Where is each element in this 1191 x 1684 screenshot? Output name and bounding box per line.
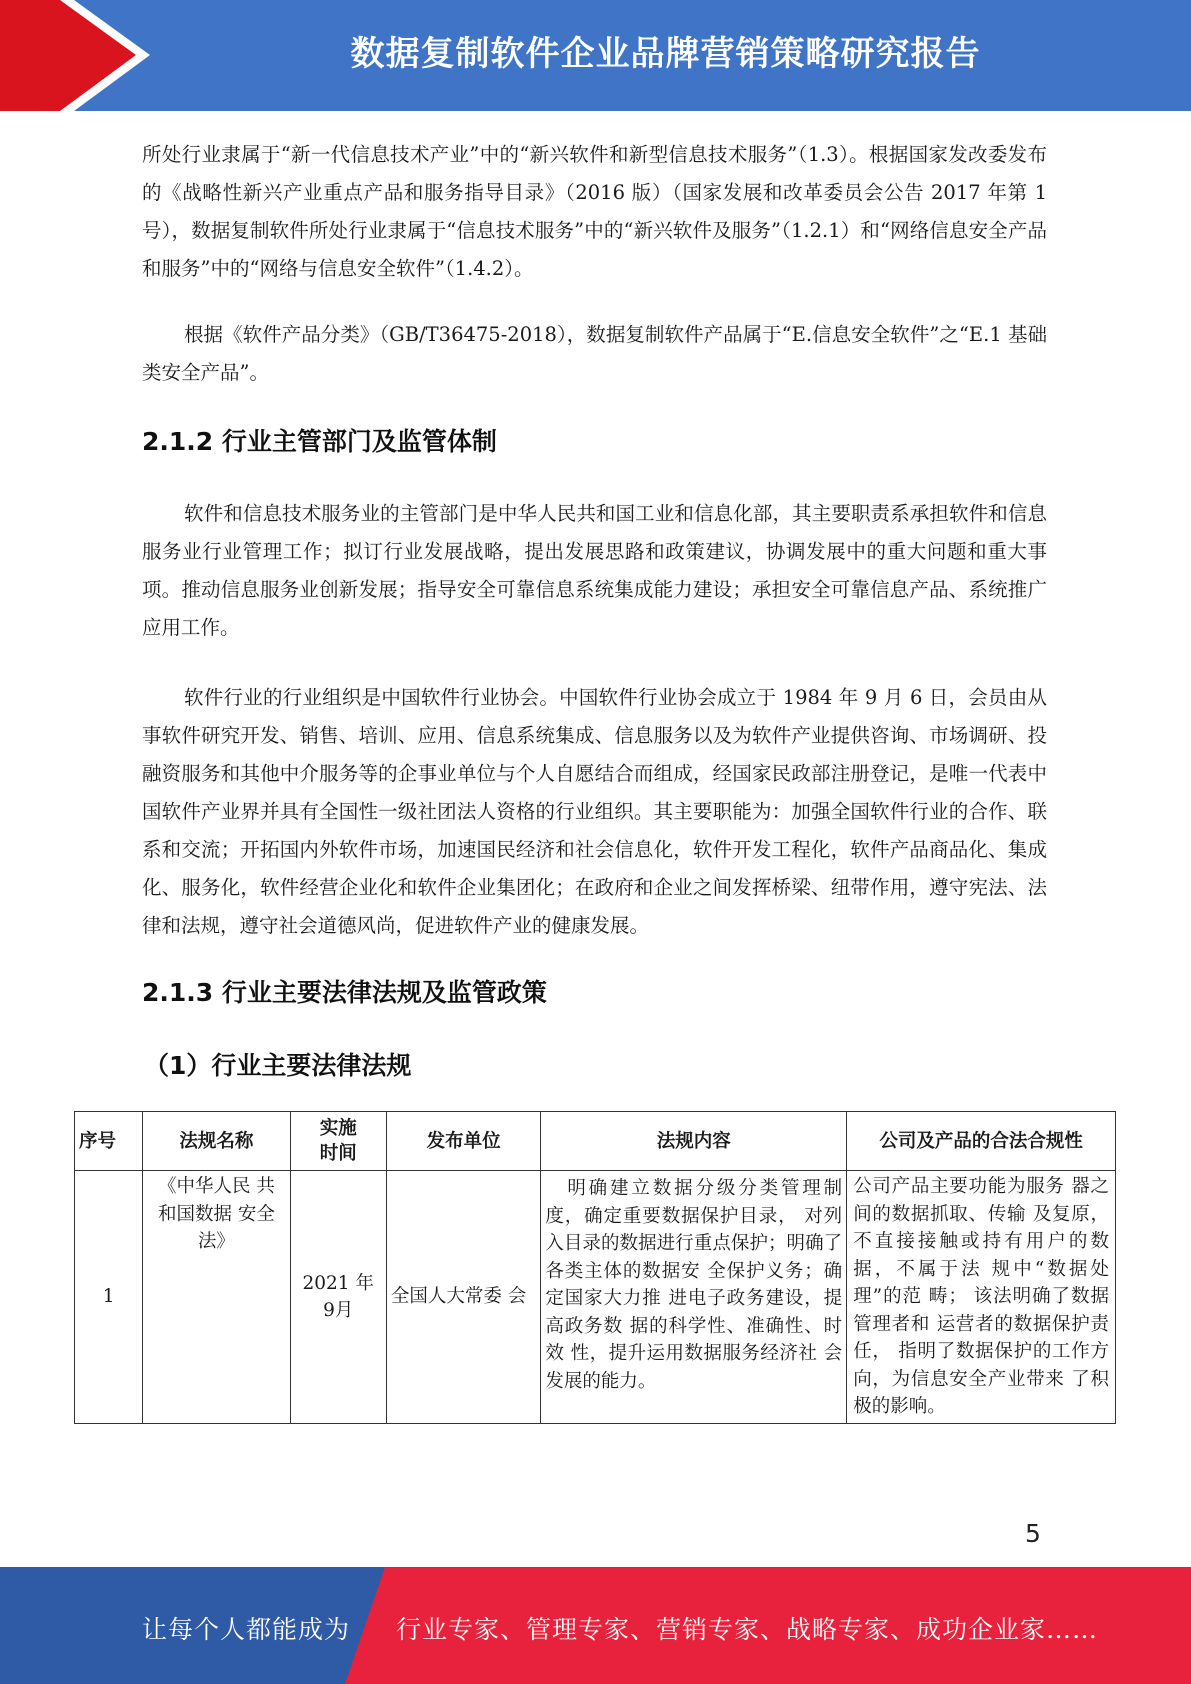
header-number: 序号 — [75, 1112, 143, 1171]
table-header-row — [75, 1112, 1116, 1171]
section-heading-2-1-3: 2.1.3 行业主要法律法规及监管政策 — [142, 978, 547, 1007]
cell-law-name: 《中华人民 共和国数据 安全法》 — [143, 1171, 290, 1424]
header-time-line2: 时间 — [319, 1143, 357, 1164]
cell-time-line2: 9月 — [323, 1300, 354, 1321]
paragraph-industry-association: 软件行业的行业组织是中国软件行业协会。中国软件行业协会成立于 1984 年 9 月 6 日，会员由从事软件研究开发、销售、培训、应用、信息系统集成、信息服务以及为软件产业提供咨询、市场调研、投融资服务和其他中介服务等的企事业单位与个人自愿结合而组成，经国家民政部注册登记，是唯一代表中国软件产业界并具有全国性一级社团法人资格的行业组织。其主要职能为：加强全国软件行业的合作、联系和交流；开拓国内外软件市场，加速国民经济和社会信息化，软件开发工程化，软件产品商品化、集成化、服务化，软件经营企业化和软件企业集团化；在政府和企业之间发挥桥梁、纽带作用，遵守宪法、法律和法规，遵守社会道德风尚，促进软件产业的健康发展。 — [142, 686, 1047, 937]
header-time-line1: 实施 — [319, 1118, 357, 1139]
cell-law-content: 明确建立数据分级分类管理制度，确定重要数据保护目录， 对列入目录的数据进行重点保护；明确了各类主体的数据安 全保护义务；确定国家大力推 进电子政务建设，提高政务数 据的科学性、准确性、时效 性，提升运用数据服务经济社 会发展的能力。 — [541, 1171, 847, 1424]
header-publisher: 发布单位 — [386, 1112, 540, 1171]
section-heading-2-1-2: 2.1.2 行业主管部门及监管体制 — [142, 427, 497, 456]
header-effective-time — [290, 1112, 386, 1171]
footer-slogan-right: 行业专家、管理专家、营销专家、战略专家、成功企业家…… — [396, 1615, 1099, 1644]
header-law-name: 法规名称 — [143, 1112, 290, 1171]
footer-banner — [0, 1567, 1191, 1684]
header-banner — [0, 0, 1191, 111]
footer-slogan-left: 让每个人都能成为 — [142, 1615, 351, 1644]
document-title: 数据复制软件企业品牌营销策略研究报告 — [350, 34, 981, 74]
cell-compliance: 公司产品主要功能为服务 器之间的数据抓取、传输 及复原，不直接接触或持有用户的数据，不属于法 规中“数据处理”的范 畴； 该法明确了数据管理者和 运营者的数据保护责任， 指明了数据保护的工作方 向，为信息安全产业带来 了积极的影响。 — [847, 1171, 1116, 1424]
cell-number: 1 — [75, 1171, 143, 1424]
paragraph-industry-classification: 所处行业隶属于“新一代信息技术产业”中的“新兴软件和新型信息技术服务”（1.3）。根据国家发改委发布的《战略性新兴产业重点产品和服务指导目录》（2016 版）（国家发展和改革委员会公告 2017 年第 1 号），数据复制软件所处行业隶属于“信息技术服务”中的“新兴软件及服务”（1.2.1）和“网络信息安全产品和服务”中的“网络与信息安全软件”（1.4.2）。 — [142, 143, 1047, 280]
paragraph-product-classification: 根据《软件产品分类》（GB/T36475-2018），数据复制软件产品属于“E.信息安全软件”之“E.1 基础类安全产品”。 — [142, 323, 1047, 384]
page-number: 5 — [1025, 1519, 1041, 1548]
header-law-content: 法规内容 — [541, 1112, 847, 1171]
paragraph-authority: 软件和信息技术服务业的主管部门是中华人民共和国工业和信息化部，其主要职责系承担软件和信息服务业行业管理工作；拟订行业发展战略，提出发展思路和政策建议，协调发展中的重大问题和重大事项。推动信息服务业创新发展；指导安全可靠信息系统集成能力建设；承担安全可靠信息产品、系统推广应用工作。 — [142, 502, 1047, 639]
header-compliance: 公司及产品的合法合规性 — [847, 1112, 1116, 1171]
laws-table — [74, 1111, 1116, 1424]
cell-time-line1: 2021 年 — [302, 1272, 374, 1294]
cell-effective-time — [290, 1171, 386, 1424]
subsection-heading-laws: （1）行业主要法律法规 — [144, 1051, 412, 1080]
table-row — [75, 1171, 1116, 1424]
cell-publisher: 全国人大常委 会 — [386, 1171, 540, 1424]
